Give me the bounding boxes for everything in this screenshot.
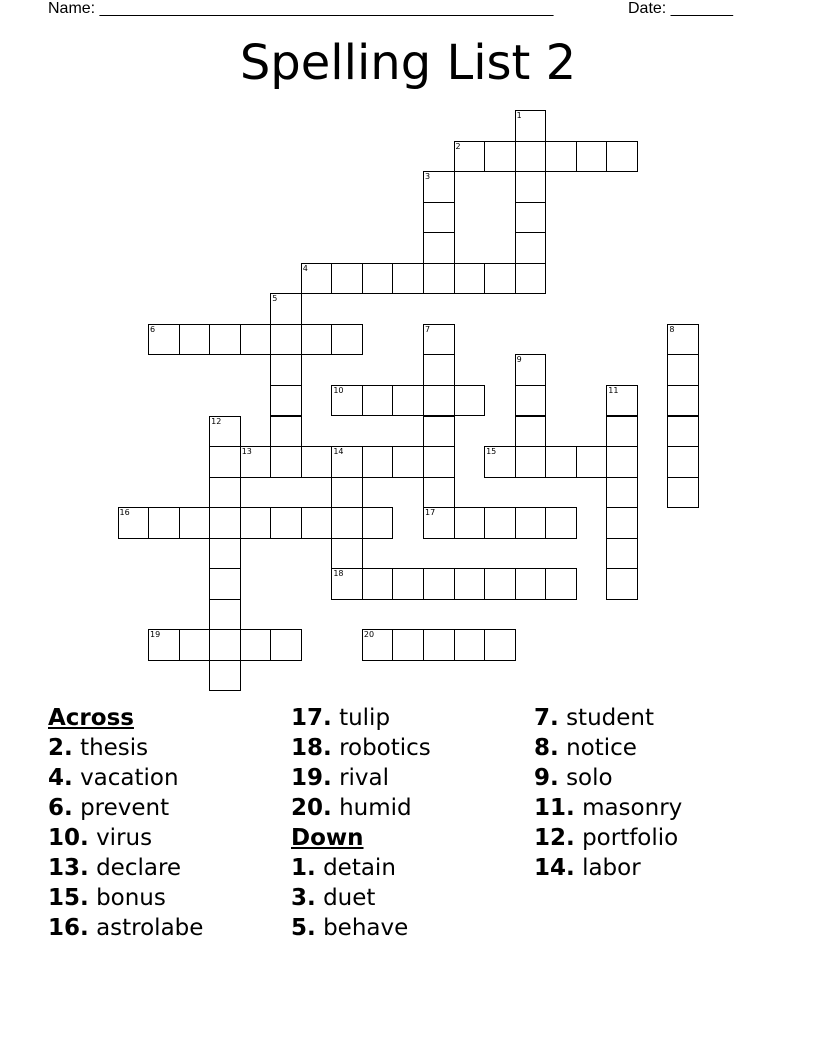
grid-cell[interactable] <box>270 385 302 417</box>
clue-item <box>291 763 531 793</box>
clue-item-number: 4. <box>48 765 73 791</box>
clue-number-label: 18 <box>333 569 344 579</box>
clue-item <box>534 763 774 793</box>
grid-cell[interactable] <box>484 568 516 600</box>
grid-cell[interactable] <box>331 446 363 478</box>
clue-item-word: portfolio <box>582 825 679 851</box>
clue-item-number: 16. <box>48 915 89 941</box>
grid-cell[interactable] <box>301 446 333 478</box>
grid-cell[interactable] <box>515 263 547 295</box>
grid-cell[interactable] <box>545 141 577 173</box>
clue-item <box>48 733 288 763</box>
clue-item <box>48 913 288 943</box>
clue-number-label: 2 <box>455 141 461 151</box>
clue-item <box>534 853 774 883</box>
clue-number-label: 13 <box>241 447 252 457</box>
grid-cell[interactable] <box>148 324 180 356</box>
grid-cell[interactable] <box>423 629 455 661</box>
grid-cell[interactable] <box>606 568 638 600</box>
clue-number-label: 19 <box>150 630 161 640</box>
clue-item <box>291 883 531 913</box>
clue-number-label: 1 <box>516 111 522 120</box>
grid-cell[interactable] <box>454 629 486 661</box>
grid-cell[interactable] <box>423 568 455 600</box>
grid-cell[interactable] <box>515 446 547 478</box>
clue-item-number: 12. <box>534 825 575 851</box>
grid-cell[interactable] <box>423 202 455 234</box>
grid-cell[interactable] <box>301 324 333 356</box>
grid-cell[interactable] <box>423 507 455 539</box>
date-field-label: Date: _______ <box>628 0 733 17</box>
grid-cell[interactable] <box>667 324 699 356</box>
grid-cell[interactable] <box>545 568 577 600</box>
grid-cell[interactable] <box>667 354 699 386</box>
clue-item <box>48 823 288 853</box>
clue-item <box>534 703 774 733</box>
clue-item-word: prevent <box>80 795 170 821</box>
clue-item-word: declare <box>96 855 182 881</box>
grid-cell[interactable] <box>606 538 638 570</box>
clue-item-number: 7. <box>534 705 559 731</box>
clue-item-number: 2. <box>48 735 73 761</box>
clue-number-label: 10 <box>333 385 344 395</box>
grid-cell[interactable] <box>392 568 424 600</box>
clue-number-label: 3 <box>425 172 431 182</box>
grid-cell[interactable] <box>515 141 547 173</box>
grid-cell[interactable] <box>606 385 638 417</box>
grid-cell[interactable] <box>270 507 302 539</box>
grid-cell[interactable] <box>423 385 455 417</box>
grid-cell[interactable] <box>270 416 302 448</box>
clue-item <box>48 853 288 883</box>
grid-cell[interactable] <box>148 629 180 661</box>
grid-cell[interactable] <box>515 171 547 203</box>
grid-cell[interactable] <box>606 477 638 509</box>
grid-cell[interactable] <box>606 416 638 448</box>
clue-item-word: notice <box>566 735 637 761</box>
clue-item-word: solo <box>566 765 613 791</box>
grid-cell[interactable] <box>423 354 455 386</box>
clue-number-label: 4 <box>302 263 308 273</box>
grid-cell[interactable] <box>454 507 486 539</box>
grid-cell[interactable] <box>667 385 699 417</box>
clue-item-word: vacation <box>80 765 179 791</box>
grid-cell[interactable] <box>331 324 363 356</box>
clue-number-label: 6 <box>150 324 156 334</box>
grid-cell[interactable] <box>331 477 363 509</box>
grid-cell[interactable] <box>484 141 516 173</box>
grid-cell[interactable] <box>362 629 394 661</box>
grid-cell[interactable] <box>331 263 363 295</box>
clue-item <box>291 793 531 823</box>
grid-cell[interactable] <box>423 232 455 264</box>
clue-item <box>534 793 774 823</box>
clue-number-label: 7 <box>425 324 431 334</box>
clue-item <box>291 703 531 733</box>
grid-cell[interactable] <box>423 416 455 448</box>
clue-item <box>291 733 531 763</box>
grid-cell[interactable] <box>392 629 424 661</box>
clue-item-number: 18. <box>291 735 332 761</box>
grid-cell[interactable] <box>209 599 241 631</box>
clue-number-label: 16 <box>119 508 130 518</box>
name-field-label: Name: ___________________________________________________ <box>48 0 554 17</box>
clue-item-word: rival <box>339 765 390 791</box>
clue-item <box>48 883 288 913</box>
clue-number-label: 11 <box>608 385 619 395</box>
grid-cell[interactable] <box>423 263 455 295</box>
clue-column <box>48 703 288 943</box>
grid-cell[interactable] <box>362 568 394 600</box>
grid-cell[interactable] <box>667 446 699 478</box>
grid-cell[interactable] <box>392 385 424 417</box>
grid-cell[interactable] <box>606 446 638 478</box>
clue-number-label: 20 <box>363 630 375 640</box>
grid-cell[interactable] <box>209 660 241 692</box>
page-title: Spelling List 2 <box>239 35 577 91</box>
grid-cell[interactable] <box>576 446 608 478</box>
grid-cell[interactable] <box>362 446 394 478</box>
grid-cell[interactable] <box>423 324 455 356</box>
clue-number-label: 5 <box>272 294 278 304</box>
clue-item-word: astrolabe <box>96 915 204 941</box>
clue-number-label: 12 <box>211 416 222 426</box>
clue-item-word: detain <box>323 855 396 881</box>
grid-cell[interactable] <box>515 416 547 448</box>
clue-item-number: 1. <box>291 855 316 881</box>
clue-item <box>291 913 531 943</box>
grid-cell[interactable] <box>423 477 455 509</box>
clue-item-word: humid <box>339 795 412 821</box>
grid-cell[interactable] <box>423 171 455 203</box>
grid-cell[interactable] <box>240 629 272 661</box>
clue-number-label: 8 <box>669 324 675 334</box>
clue-column <box>291 703 531 943</box>
grid-cell[interactable] <box>484 446 516 478</box>
grid-cell[interactable] <box>515 354 547 386</box>
grid-cell[interactable] <box>331 568 363 600</box>
grid-cell[interactable] <box>209 507 241 539</box>
clue-item-word: virus <box>96 825 153 851</box>
grid-cell[interactable] <box>179 324 211 356</box>
grid-cell[interactable] <box>515 202 547 234</box>
grid-cell[interactable] <box>362 507 394 539</box>
clue-item <box>48 763 288 793</box>
grid-cell[interactable] <box>484 629 516 661</box>
grid-cell[interactable] <box>179 507 211 539</box>
grid-cell[interactable] <box>454 568 486 600</box>
clue-item-word: student <box>566 705 654 731</box>
grid-cell[interactable] <box>392 446 424 478</box>
clue-item <box>48 793 288 823</box>
clue-item <box>534 823 774 853</box>
clue-item <box>534 733 774 763</box>
grid-cell[interactable] <box>331 385 363 417</box>
grid-cell[interactable] <box>209 538 241 570</box>
grid-cell[interactable] <box>270 324 302 356</box>
grid-cell[interactable] <box>270 446 302 478</box>
grid-cell[interactable] <box>331 538 363 570</box>
clue-item-number: 19. <box>291 765 332 791</box>
clue-item-number: 14. <box>534 855 575 881</box>
grid-cell[interactable] <box>484 263 516 295</box>
grid-cell[interactable] <box>209 568 241 600</box>
grid-cell[interactable] <box>240 507 272 539</box>
grid-cell[interactable] <box>545 507 577 539</box>
clue-number-label: 17 <box>425 508 436 518</box>
clue-item-number: 15. <box>48 885 89 911</box>
grid-cell[interactable] <box>209 477 241 509</box>
grid-cell[interactable] <box>331 507 363 539</box>
clue-item-word: masonry <box>582 795 683 821</box>
clue-item <box>291 853 531 883</box>
grid-cell[interactable] <box>362 385 394 417</box>
grid-cell[interactable] <box>209 446 241 478</box>
grid-cell[interactable] <box>667 477 699 509</box>
grid-cell[interactable] <box>270 293 302 325</box>
clue-item-word: robotics <box>339 735 431 761</box>
grid-cell[interactable] <box>515 232 547 264</box>
clue-item-word: behave <box>323 915 409 941</box>
clue-number-label: 9 <box>516 355 522 365</box>
grid-cell[interactable] <box>118 507 150 539</box>
grid-cell[interactable] <box>515 568 547 600</box>
clue-item-number: 9. <box>534 765 559 791</box>
grid-cell[interactable] <box>545 446 577 478</box>
grid-cell[interactable] <box>515 507 547 539</box>
grid-cell[interactable] <box>454 385 486 417</box>
clue-item-number: 6. <box>48 795 73 821</box>
grid-cell[interactable] <box>301 507 333 539</box>
grid-cell[interactable] <box>362 263 394 295</box>
down-heading: Down <box>291 825 364 851</box>
grid-cell[interactable] <box>515 110 547 142</box>
clue-item-word: tulip <box>339 705 391 731</box>
grid-cell[interactable] <box>667 416 699 448</box>
clue-item-number: 11. <box>534 795 575 821</box>
grid-cell[interactable] <box>576 141 608 173</box>
grid-cell[interactable] <box>606 141 638 173</box>
grid-cell[interactable] <box>209 629 241 661</box>
clue-column <box>534 703 774 883</box>
grid-cell[interactable] <box>515 385 547 417</box>
clue-number-label: 15 <box>486 447 497 457</box>
grid-cell[interactable] <box>240 446 272 478</box>
grid-cell[interactable] <box>270 629 302 661</box>
grid-cell[interactable] <box>606 507 638 539</box>
grid-cell[interactable] <box>301 263 333 295</box>
clue-item-number: 8. <box>534 735 559 761</box>
grid-cell[interactable] <box>423 446 455 478</box>
grid-cell[interactable] <box>392 263 424 295</box>
clue-item-number: 10. <box>48 825 89 851</box>
grid-cell[interactable] <box>484 507 516 539</box>
grid-cell[interactable] <box>148 507 180 539</box>
clue-item-word: bonus <box>96 885 166 911</box>
clue-item-number: 3. <box>291 885 316 911</box>
across-heading: Across <box>48 705 134 731</box>
clue-item-number: 5. <box>291 915 316 941</box>
clue-number-label: 14 <box>333 447 344 457</box>
grid-cell[interactable] <box>270 354 302 386</box>
clue-item-number: 20. <box>291 795 332 821</box>
grid-cell[interactable] <box>209 324 241 356</box>
grid-cell[interactable] <box>454 141 486 173</box>
grid-cell[interactable] <box>179 629 211 661</box>
clue-item-word: thesis <box>80 735 149 761</box>
grid-cell[interactable] <box>209 416 241 448</box>
clue-item-number: 17. <box>291 705 332 731</box>
grid-cell[interactable] <box>240 324 272 356</box>
clue-item-number: 13. <box>48 855 89 881</box>
clue-item-word: duet <box>323 885 376 911</box>
clue-item-word: labor <box>582 855 641 881</box>
grid-cell[interactable] <box>454 263 486 295</box>
